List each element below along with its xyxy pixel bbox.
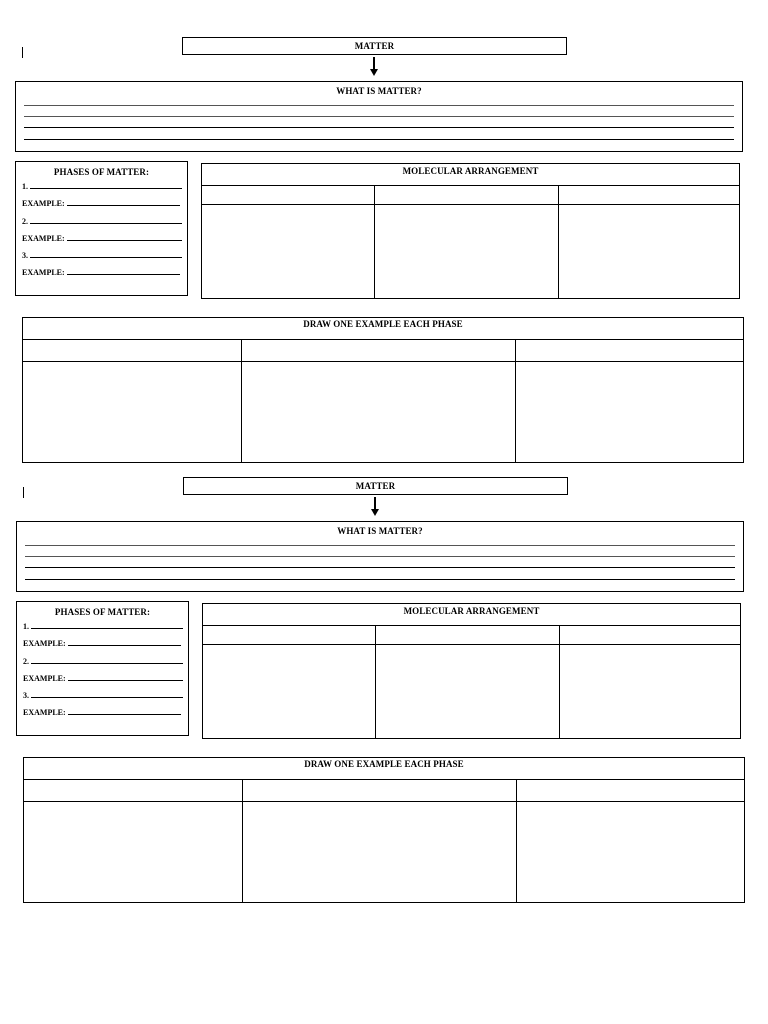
draw-example-table [23, 757, 745, 903]
writing-line[interactable] [25, 579, 735, 580]
writing-line[interactable] [24, 127, 734, 128]
molecular-cell[interactable] [203, 645, 375, 739]
example-2-row[interactable]: EXAMPLE: [23, 674, 183, 683]
worksheet-bottom [1, 440, 768, 880]
example-1-row[interactable]: EXAMPLE: [23, 639, 181, 648]
example-1-row[interactable]: EXAMPLE: [22, 199, 180, 208]
writing-line[interactable] [25, 556, 735, 557]
draw-heading: DRAW ONE EXAMPLE EACH PHASE [304, 759, 464, 769]
example-2-row[interactable]: EXAMPLE: [22, 234, 182, 243]
writing-line[interactable] [24, 139, 734, 140]
text-cursor-mark [23, 487, 24, 498]
what-is-matter-heading: WHAT IS MATTER? [336, 86, 422, 96]
matter-title-box [183, 477, 568, 495]
molecular-arrangement-table [202, 603, 741, 739]
drawing-cell[interactable] [243, 802, 516, 903]
molecular-cell[interactable] [559, 205, 740, 299]
writing-line[interactable] [24, 105, 734, 106]
molecular-cell[interactable] [202, 205, 374, 299]
drawing-cell[interactable] [517, 802, 745, 903]
example-3-row[interactable]: EXAMPLE: [22, 268, 180, 277]
molecular-heading: MOLECULAR ARRANGEMENT [402, 166, 539, 176]
worksheet-top [0, 0, 768, 440]
phase-1-row[interactable]: 1. [22, 182, 182, 191]
phase-3-row[interactable]: 3. [22, 251, 182, 260]
text-cursor-mark [22, 47, 23, 58]
what-is-matter-box [16, 521, 744, 592]
what-is-matter-box [15, 81, 743, 152]
matter-title: MATTER [354, 41, 395, 51]
phases-of-matter-box [16, 601, 189, 736]
example-3-row[interactable]: EXAMPLE: [23, 708, 181, 717]
writing-line[interactable] [24, 116, 734, 117]
phase-2-row[interactable]: 2. [23, 657, 183, 666]
molecular-cell[interactable] [560, 645, 741, 739]
molecular-heading: MOLECULAR ARRANGEMENT [403, 606, 540, 616]
phase-3-row[interactable]: 3. [23, 691, 183, 700]
writing-line[interactable] [25, 567, 735, 568]
phase-2-row[interactable]: 2. [22, 217, 182, 226]
phases-of-matter-box [15, 161, 188, 296]
molecular-cell[interactable] [375, 205, 558, 299]
writing-line[interactable] [25, 545, 735, 546]
molecular-cell[interactable] [376, 645, 559, 739]
matter-title: MATTER [355, 481, 396, 491]
draw-heading: DRAW ONE EXAMPLE EACH PHASE [303, 319, 463, 329]
drawing-cell[interactable] [24, 802, 242, 903]
phases-heading: PHASES OF MATTER: [53, 167, 150, 177]
molecular-arrangement-table [201, 163, 740, 299]
phase-1-row[interactable]: 1. [23, 622, 183, 631]
matter-title-box [182, 37, 567, 55]
phases-heading: PHASES OF MATTER: [54, 607, 151, 617]
what-is-matter-heading: WHAT IS MATTER? [337, 526, 423, 536]
